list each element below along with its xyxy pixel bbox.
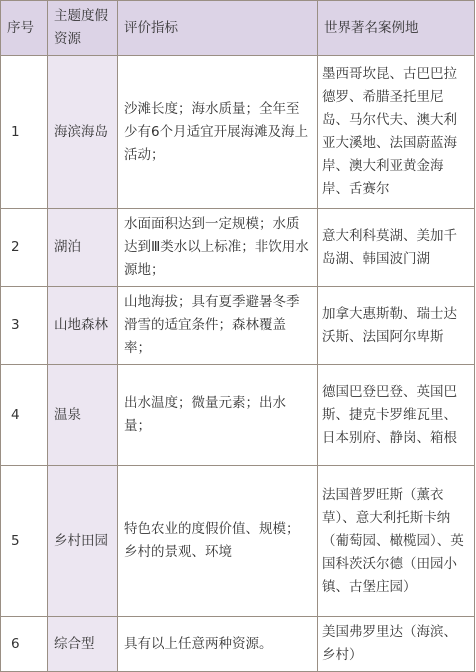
row-resource: 海滨海岛 — [48, 56, 118, 209]
table-row — [1, 287, 475, 365]
header-serial-number: 序号 — [1, 1, 48, 56]
row-serial-number: 6 — [1, 617, 48, 672]
row-serial-number: 1 — [1, 56, 48, 209]
table-row — [1, 56, 475, 209]
row-serial-number: 4 — [1, 365, 48, 466]
row-serial-number: 2 — [1, 209, 48, 287]
row-cases: 墨西哥坎昆、古巴巴拉德罗、希腊圣托里尼岛、马尔代夫、澳大利亚大溪地、法国蔚蓝海岸、澳大利亚黄金海岸、舌赛尔 — [318, 56, 475, 209]
table-row — [1, 209, 475, 287]
row-criteria: 具有以上任意两种资源。 — [118, 617, 318, 672]
row-resource: 综合型 — [48, 617, 118, 672]
row-cases: 美国弗罗里达（海滨、乡村） — [318, 617, 475, 672]
row-criteria: 沙滩长度；海水质量；全年至少有6个月适宜开展海滩及海上活动； — [118, 56, 318, 209]
table-header-row — [1, 1, 475, 56]
table-row — [1, 617, 475, 672]
row-serial-number: 5 — [1, 466, 48, 617]
row-cases: 法国普罗旺斯（薰衣草）、意大利托斯卡纳（葡萄园、橄榄园）、英国科茨沃尔德（田园小镇、古堡庄园） — [318, 466, 475, 617]
row-resource: 山地森林 — [48, 287, 118, 365]
row-criteria: 水面面积达到一定规模；水质达到Ⅲ类水以上标准；非饮用水源地； — [118, 209, 318, 287]
row-resource: 温泉 — [48, 365, 118, 466]
header-cases: 世界著名案例地 — [318, 1, 475, 56]
row-cases: 加拿大惠斯勒、瑞士达沃斯、法国阿尔卑斯 — [318, 287, 475, 365]
row-criteria: 特色农业的度假价值、规模；乡村的景观、环境 — [118, 466, 318, 617]
row-criteria: 出水温度；微量元素；出水量； — [118, 365, 318, 466]
row-resource: 乡村田园 — [48, 466, 118, 617]
header-criteria: 评价指标 — [118, 1, 318, 56]
header-resource: 主题度假资源 — [48, 1, 118, 56]
row-cases: 德国巴登巴登、英国巴斯、捷克卡罗维瓦里、日本别府、静岗、箱根 — [318, 365, 475, 466]
row-resource: 湖泊 — [48, 209, 118, 287]
table-row — [1, 365, 475, 466]
row-cases: 意大利科莫湖、美加千岛湖、韩国波门湖 — [318, 209, 475, 287]
row-criteria: 山地海拔；具有夏季避暑冬季滑雪的适宜条件；森林覆盖率； — [118, 287, 318, 365]
row-serial-number: 3 — [1, 287, 48, 365]
table-row — [1, 466, 475, 617]
